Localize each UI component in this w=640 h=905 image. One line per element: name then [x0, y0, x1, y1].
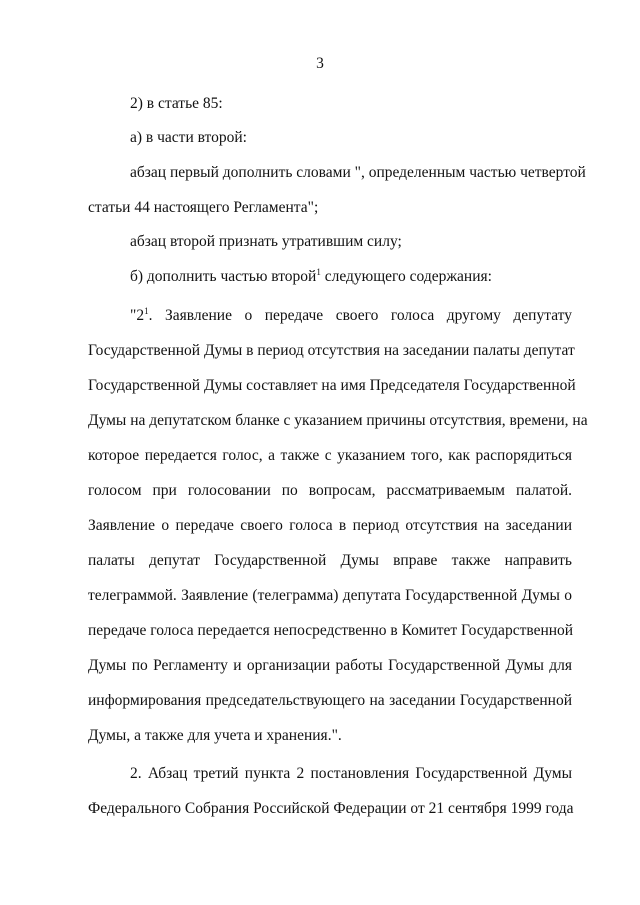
- paragraph-line: палаты депутат Государственной Думы вправе также направить: [88, 552, 572, 569]
- paragraph-line: статьи 44 настоящего Регламента";: [88, 199, 319, 216]
- superscript: 1: [316, 267, 321, 277]
- paragraph-line: Федерального Собрания Российской Федерации от 21 сентября 1999 года: [88, 800, 574, 817]
- paragraph-line: Думы, а также для учета и хранения.".: [88, 727, 342, 744]
- paragraph-line: информирования председательствующего на заседании Государственной: [88, 692, 572, 709]
- item-article-85: 2) в статье 85:: [130, 95, 223, 112]
- paragraph-line: абзац первый дополнить словами ", определенным частью четвертой: [130, 164, 586, 181]
- paragraph-line: Заявление о передаче своего голоса в период отсутствия на заседании: [88, 517, 572, 534]
- paragraph-line: телеграммой. Заявление (телеграмма) депутата Государственной Думы о: [88, 587, 572, 604]
- superscript: 1: [144, 306, 149, 316]
- paragraph-line: Государственной Думы составляет на имя Председателя Государственной: [88, 377, 576, 394]
- text-fragment: следующего содержания:: [320, 268, 492, 285]
- paragraph-line: Думы по Регламенту и организации работы Государственной Думы для: [88, 657, 572, 674]
- page-number: 3: [316, 55, 324, 72]
- paragraph-line: Государственной Думы в период отсутствия на заседании палаты депутат: [88, 342, 575, 359]
- paragraph-line: передаче голоса передается непосредственно в Комитет Государственной: [88, 622, 574, 639]
- paragraph-line: Думы на депутатском бланке с указанием причины отсутствия, времени, на: [88, 412, 588, 429]
- paragraph-line: голосом при голосовании по вопросам, рассматриваемым палатой.: [88, 482, 572, 499]
- paragraph-line: абзац второй признать утратившим силу;: [130, 233, 402, 250]
- item-part-two-one: [130, 267, 492, 287]
- text-fragment: . Заявление о передаче своего голоса другому депутату: [148, 307, 572, 324]
- item-part-two: а) в части второй:: [130, 129, 247, 146]
- text-fragment: б) дополнить частью второй: [130, 268, 317, 285]
- paragraph-line: которое передается голос, а также с указанием того, как распорядиться: [88, 447, 572, 464]
- text-fragment: "2: [130, 307, 145, 324]
- quoted-paragraph-start: [130, 306, 572, 326]
- section-two-start: 2. Абзац третий пункта 2 постановления Государственной Думы: [130, 765, 572, 782]
